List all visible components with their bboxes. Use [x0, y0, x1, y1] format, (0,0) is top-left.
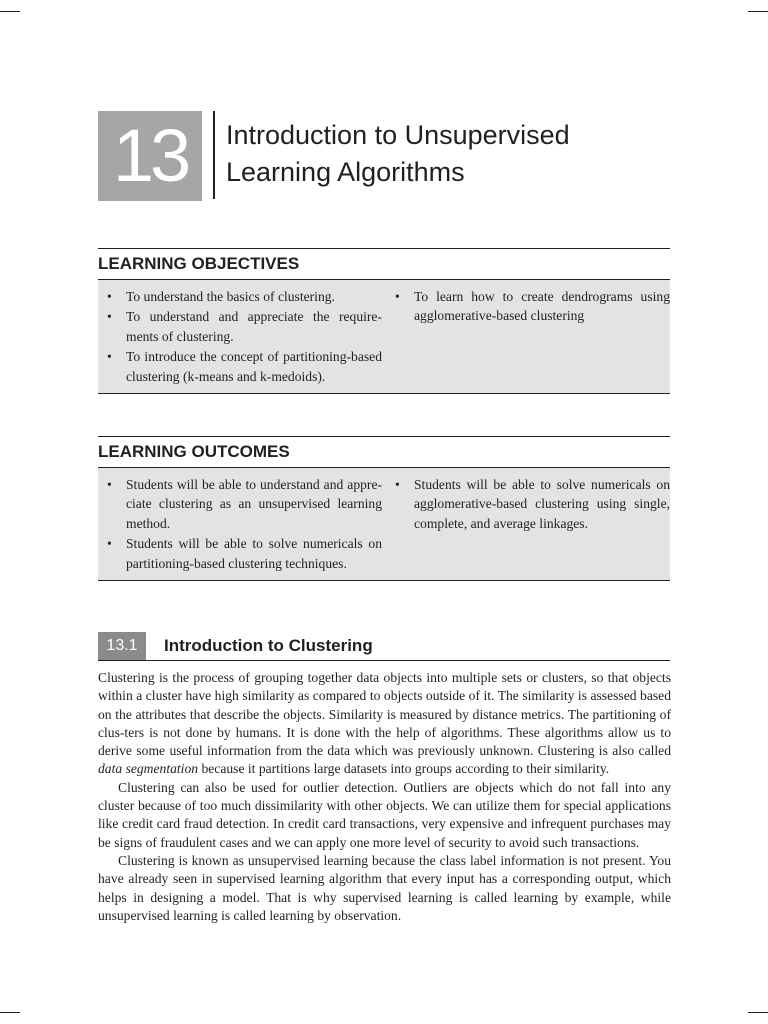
learning-outcomes-box — [98, 436, 670, 581]
paragraph-1 — [98, 669, 671, 779]
paragraph-1-text: Clustering is the process of grouping together data objects into multiple sets or clusters, so that objects within a cluster have high similarity as compared to objects outside of it. The similarity is assessed based on the attributes that describe the objects. Similarity is measured by distance metrics. The partitioning of clus-ters is not done by humans. It is done with the help of algorithms. These algorithms allow us to derive some useful information from the data which was previously unknown. Clustering is also called — [98, 670, 671, 759]
list-item: • Students will be able to solve numericals on agglomerative-based clustering using single, complete, and average linkages. — [395, 477, 670, 531]
chapter-number: 13 — [98, 111, 202, 201]
list-item-text: To understand the basics of clustering. — [126, 289, 335, 304]
body-text — [98, 669, 671, 925]
learning-objectives-heading: LEARNING OBJECTIVES — [98, 248, 670, 280]
list-item: • To understand the basics of clustering. — [107, 289, 335, 304]
chapter-title-line-2: Learning Algorithms — [226, 157, 465, 187]
crop-mark-bottom-left — [0, 1012, 20, 1013]
paragraph-2: Clustering can also be used for outlier detection. Outliers are objects which do not fall into any cluster because of too much dissimilarity with other objects. We can utilize them for special applications like credit card fraud detection. In credit card transactions, very expensive and infrequent purchases may be signs of fraudulent cases and we can apply one more level of security to avoid such transactions. — [98, 779, 671, 850]
paragraph-3: Clustering is known as unsupervised learning because the class label information is not present. You have already seen in supervised learning algorithm that every input has a corresponding output, which helps in designing a model. That is why supervised learning is called learning by example, while unsupervised learning is called learning by observation. — [98, 852, 671, 923]
list-item-text: Students will be able to understand and appre-ciate clustering as an unsupervised learning method. — [126, 477, 382, 531]
list-item-text: To introduce the concept of partitioning-based clustering (k-means and k-medoids). — [126, 349, 382, 384]
section-title: Introduction to Clustering — [164, 636, 373, 655]
list-item-text: Students will be able to solve numericals on agglomerative-based clustering using single, complete, and average linkages. — [414, 477, 670, 531]
outcomes-left-column — [98, 475, 382, 574]
crop-mark-top-left — [0, 11, 20, 12]
learning-outcomes-body — [98, 468, 670, 581]
chapter-title — [226, 117, 696, 191]
crop-mark-bottom-right — [748, 1012, 768, 1013]
crop-mark-top-right — [748, 11, 768, 12]
section-divider — [98, 660, 670, 661]
objectives-right-column — [382, 287, 670, 387]
chapter-divider — [213, 111, 215, 199]
list-item-text: Students will be able to solve numericals on partitioning-based clustering techniques. — [126, 536, 382, 571]
objectives-left-column — [98, 287, 382, 387]
paragraph-1-text-end: because it partitions large datasets into groups according to their similarity. — [198, 761, 610, 777]
outcomes-right-column — [382, 475, 670, 574]
list-item: • To understand and appreciate the require-ments of clustering. — [107, 309, 382, 344]
list-item: • Students will be able to understand and appre-ciate clustering as an unsupervised learning method. — [107, 477, 382, 531]
learning-objectives-body — [98, 280, 670, 394]
list-item: • To learn how to create dendrograms using agglomerative-based clustering — [395, 289, 670, 324]
list-item: • Students will be able to solve numericals on partitioning-based clustering techniques. — [107, 536, 382, 571]
list-item: • To introduce the concept of partitioning-based clustering (k-means and k-medoids). — [107, 349, 382, 384]
list-item-text: To learn how to create dendrograms using agglomerative-based clustering — [414, 289, 670, 324]
learning-outcomes-heading: LEARNING OUTCOMES — [98, 436, 670, 468]
chapter-title-line-1: Introduction to Unsupervised — [226, 120, 570, 150]
list-item-text: To understand and appreciate the require-ments of clustering. — [126, 309, 382, 344]
section-number: 13.1 — [98, 632, 146, 660]
emphasis-term: data segmentation — [98, 761, 199, 777]
learning-objectives-box — [98, 248, 670, 394]
